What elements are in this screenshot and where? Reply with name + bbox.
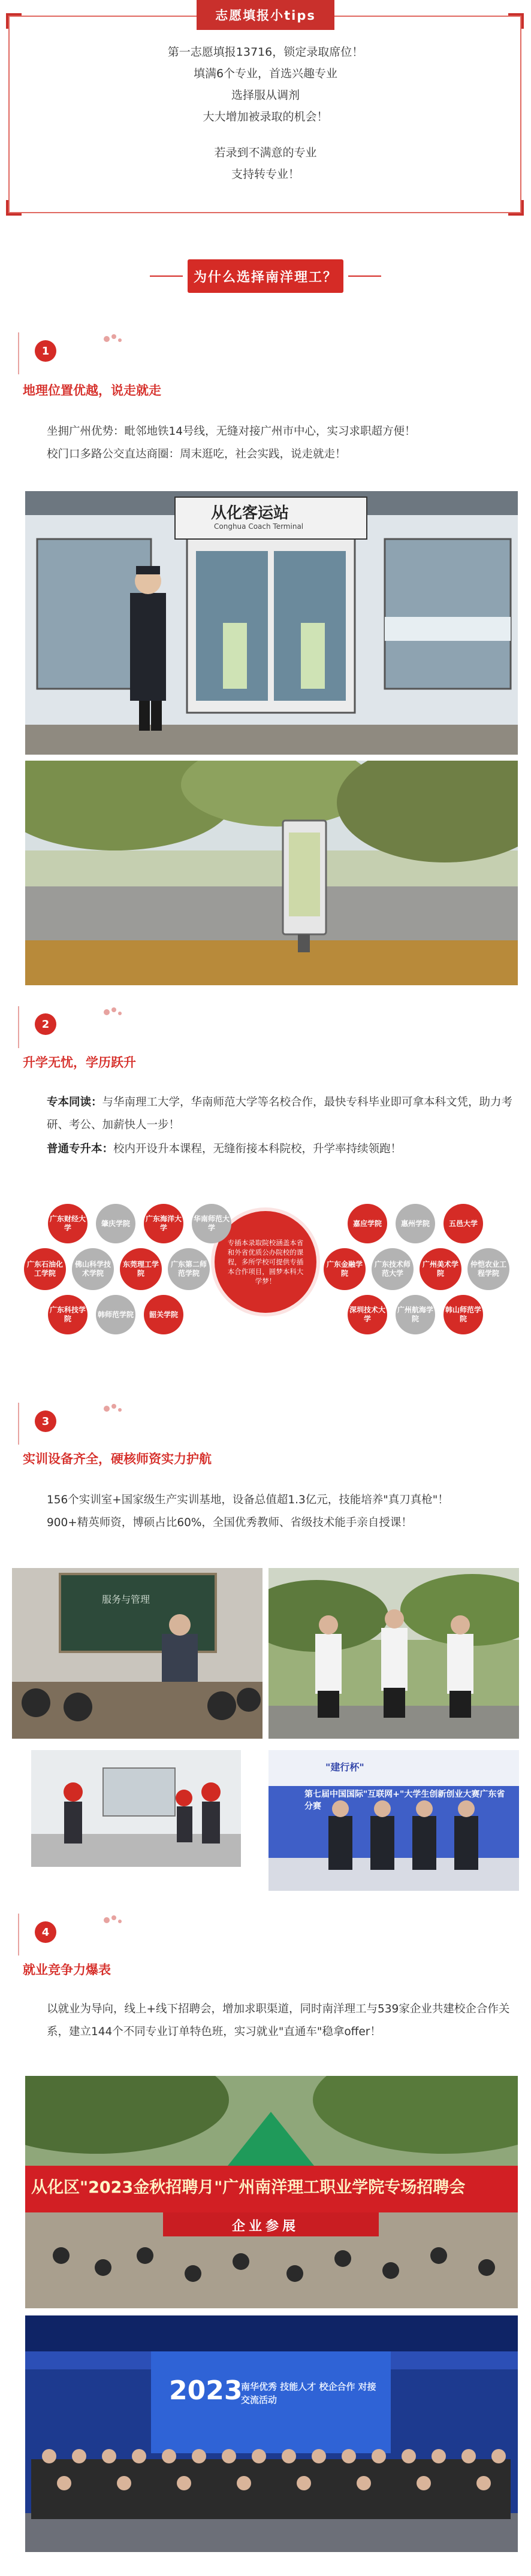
station-name: 从化客运站 <box>211 504 289 522</box>
university-bubble: 嘉应学院 <box>348 1204 387 1243</box>
competition-banner: "建行杯" <box>325 1761 364 1773</box>
section-number: 2 <box>35 1013 56 1035</box>
conference-sub: 南华优秀 技能人才 校企合作 对接交流活动 <box>241 2381 376 2405</box>
competition-sub: 第七届中国国际"互联网+"大学生创新创业大赛广东省分赛 <box>304 1790 505 1811</box>
university-bubble: 广州航海学院 <box>396 1295 435 1334</box>
university-bubble: 广东石油化工学院 <box>24 1248 66 1290</box>
section-paragraph: 以就业为导向，线上+线下招聘会，增加求职渠道，同时南洋理工与539家企业共建校企合作关系，建立144个不同专业订单特色班，实习就业"直通车"稳拿offer！ <box>47 2003 510 2038</box>
corner-deco <box>508 200 524 216</box>
university-bubble: 五邑大学 <box>443 1204 483 1243</box>
university-bubble: 佛山科学技术学院 <box>72 1248 114 1290</box>
board-text: 服务与管理 <box>102 1594 150 1605</box>
section-paragraph: 校门口多路公交直达商圈：周末逛吃，社会实践，说走就走！ <box>47 448 346 461</box>
tips-title: 志愿填报小tips <box>197 0 334 30</box>
subway-photo <box>25 491 518 755</box>
tip-line: 填满6个专业，首选兴趣专业 <box>193 67 338 80</box>
section-line <box>18 332 19 374</box>
university-bubble: 广东技术师范大学 <box>372 1248 414 1290</box>
fair-sub: 企业参展 <box>232 2219 300 2234</box>
tip-line: 大大增加被录取的机会！ <box>203 110 328 123</box>
section-number: 1 <box>35 340 56 362</box>
section-title: 升学无忧，学历跃升 <box>23 1055 136 1070</box>
university-bubble: 广东第二师范学院 <box>168 1248 210 1290</box>
conference-photo <box>25 2315 518 2552</box>
university-bubble: 韩师范学院 <box>96 1295 135 1334</box>
university-bubbles <box>0 1198 531 1342</box>
dots-deco-icon <box>102 1006 126 1018</box>
corner-deco <box>6 13 22 29</box>
university-bubble: 韩山师范学院 <box>443 1295 483 1334</box>
bus-stop-photo <box>25 761 518 985</box>
teachers-photo <box>268 1568 519 1739</box>
corner-deco <box>6 200 22 216</box>
para-label: 专本同读： <box>47 1096 102 1109</box>
conference-title: 2023 <box>169 2375 243 2406</box>
dots-deco-icon <box>102 1914 126 1926</box>
section-paragraph: 坐拥广州优势：毗邻地铁14号线，无缝对接广州市中心，实习求职超方便！ <box>47 425 416 438</box>
section-line <box>18 1006 19 1048</box>
tip-line: 若录到不满意的专业 <box>214 146 317 159</box>
university-bubble: 华南师范大学 <box>192 1204 231 1243</box>
section-line <box>18 1914 19 1956</box>
fair-banner: 从化区"2023金秋招聘月"广州南洋理工职业学院专场招聘会 <box>31 2178 466 2197</box>
university-bubble: 广东科技学院 <box>48 1295 88 1334</box>
section-line <box>18 1403 19 1445</box>
why-title: 为什么选择南洋理工？ <box>188 259 343 293</box>
university-bubble: 韶关学院 <box>144 1295 183 1334</box>
section-title: 实训设备齐全，硬核师资实力护航 <box>23 1452 212 1466</box>
section-title: 就业竞争力爆表 <box>23 1963 111 1977</box>
university-bubble: 东莞理工学院 <box>120 1248 162 1290</box>
university-bubble: 惠州学院 <box>396 1204 435 1243</box>
job-fair-photo <box>25 2076 518 2308</box>
university-bubble: 肇庆学院 <box>96 1204 135 1243</box>
section-title: 地理位置优越，说走就走 <box>23 383 161 398</box>
lab-photo <box>31 1750 241 1867</box>
university-bubble: 广东海洋大学 <box>144 1204 183 1243</box>
corner-deco <box>508 13 524 29</box>
university-bubble: 仲恺农业工程学院 <box>467 1248 509 1290</box>
station-name-en: Conghua Coach Terminal <box>214 522 304 531</box>
why-right-line <box>348 276 381 277</box>
section-paragraph <box>47 1091 520 1137</box>
section-paragraph: 900+精英师资，博硕占比60%，全国优秀教师、省级技术能手亲自授课！ <box>47 1516 412 1529</box>
para-text: 校内开设升本课程，无缝衔接本科院校，升学率持续领跑！ <box>113 1143 402 1155</box>
section-paragraph: 156个实训室+国家级生产实训基地，设备总值超1.3亿元，技能培养"真刀真枪"！ <box>47 1494 449 1506</box>
dots-deco-icon <box>102 1403 126 1415</box>
center-text: 专插本录取院校涵盖本省和外省优质公办院校的课程，多所学校可提供专插本合作项目，圆梦本科大学梦！ <box>227 1239 304 1285</box>
university-bubble: 广东财经大学 <box>48 1204 88 1243</box>
tip-line: 支持转专业！ <box>231 168 300 181</box>
tip-line: 第一志愿填报13716，锁定录取席位！ <box>167 46 364 59</box>
para-label: 普通专升本： <box>47 1143 114 1155</box>
university-bubble: 广州美术学院 <box>420 1248 461 1290</box>
section-number: 3 <box>35 1410 56 1432</box>
classroom-photo <box>12 1568 263 1739</box>
competition-photo <box>268 1750 519 1891</box>
tip-line: 选择服从调剂 <box>231 89 300 102</box>
why-left-line <box>150 276 183 277</box>
section-paragraph <box>47 1138 520 1161</box>
university-bubble: 深圳技术大学 <box>348 1295 387 1334</box>
university-bubble: 广东金融学院 <box>324 1248 366 1290</box>
section-number: 4 <box>35 1921 56 1943</box>
dots-deco-icon <box>102 333 126 345</box>
para-text: 与华南理工大学，华南师范大学等名校合作，最快专科毕业即可拿本科文凭，助力考研、考公、加薪快人一步！ <box>47 1096 513 1131</box>
